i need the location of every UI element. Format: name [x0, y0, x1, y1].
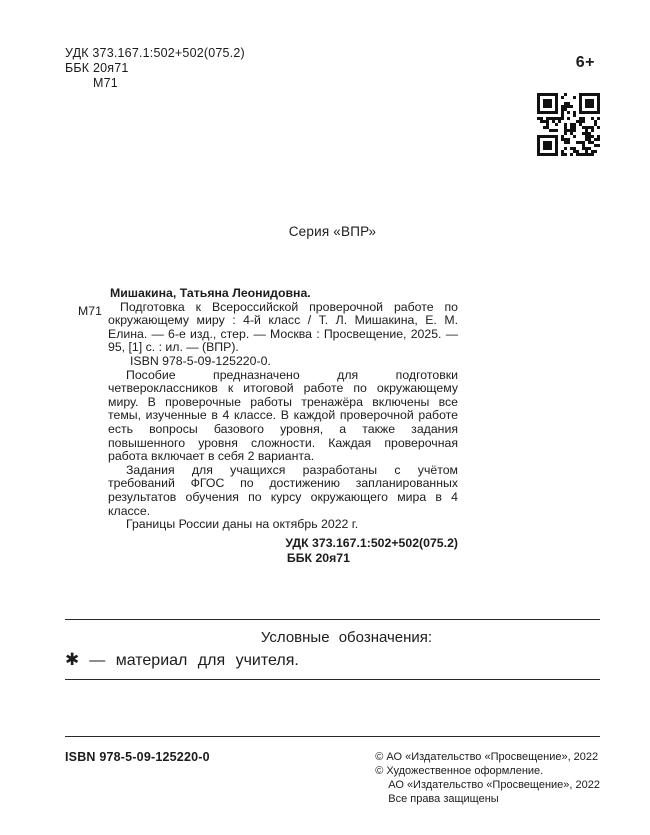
qr-code-image [537, 93, 600, 156]
teacher-material-asterisk-icon: ✱ [65, 649, 80, 669]
annotation-paragraph-2: Задания для учащихся разработаны с учётом требований ФГОС по достижению запланированных результатов обучения по курсу окружающего мира в 4 классе. [108, 462, 458, 518]
isbn-entry-line: ISBN 978-5-09-125220-0. [130, 353, 271, 368]
imprint-footer [65, 750, 600, 806]
divider [65, 619, 600, 620]
age-rating-badge: 6+ [575, 54, 595, 71]
copyright-line: © АО «Издательство «Просвещение», 2022 [375, 750, 599, 763]
author-code-top: М71 [93, 76, 118, 90]
legend-item-text: — материал для учителя. [89, 651, 299, 669]
series-title: Серия «ВПР» [288, 224, 377, 239]
legend-title: Условные обозначения: [260, 628, 433, 646]
isbn-footer: ISBN 978-5-09-125220-0 [65, 749, 210, 764]
annotation-paragraph-1: Пособие предназначено для подготовки четвероклассников к итоговой работе по окружающему миру. В проверочные работы тренажёра включены все темы, изученные в 4 классе. В каждой проверочной работе есть вопросы базового уровня, а также задания повышенного уровня сложности. Каждая проверочная работа включает в себя 2 варианта. [108, 367, 458, 464]
udk-top: УДК 373.167.1:502+502(075.2) [65, 46, 245, 60]
classification-codes [65, 46, 600, 91]
author-name: Мишакина, Татьяна Леонидовна. [110, 286, 311, 300]
legend-item [65, 651, 600, 670]
copyright-block [375, 750, 600, 806]
copyright-line: © Художественное оформление. [375, 764, 544, 777]
udk-bottom: УДК 373.167.1:502+502(075.2) [285, 535, 458, 550]
author-code-margin: М71 [78, 304, 102, 318]
legend-section [65, 629, 600, 670]
top-right-block [537, 54, 600, 156]
annotation-paragraph-3: Границы России даны на октябрь 2022 г. [126, 517, 359, 532]
classification-codes-bottom [108, 536, 458, 567]
bbk-bottom: ББК 20я71 [286, 551, 350, 566]
divider [65, 679, 600, 680]
copyright-line: АО «Издательство «Просвещение», 2022 [388, 778, 600, 791]
bbk-top: ББК 20я71 [65, 61, 129, 75]
copyright-line: Все права защищены [388, 792, 499, 805]
bibliographic-description: Подготовка к Всероссийской проверочной работе по окружающему миру : 4-й класс / Т. Л. Мишакина, Е. М. Елина. — 6-е изд., стер. — Москва : Просвещение, 2025. — 95, [1] с. : ил. — (ВПР). [108, 299, 458, 355]
qr-code [537, 93, 600, 156]
bibliographic-entry [78, 286, 458, 567]
divider [65, 736, 600, 737]
